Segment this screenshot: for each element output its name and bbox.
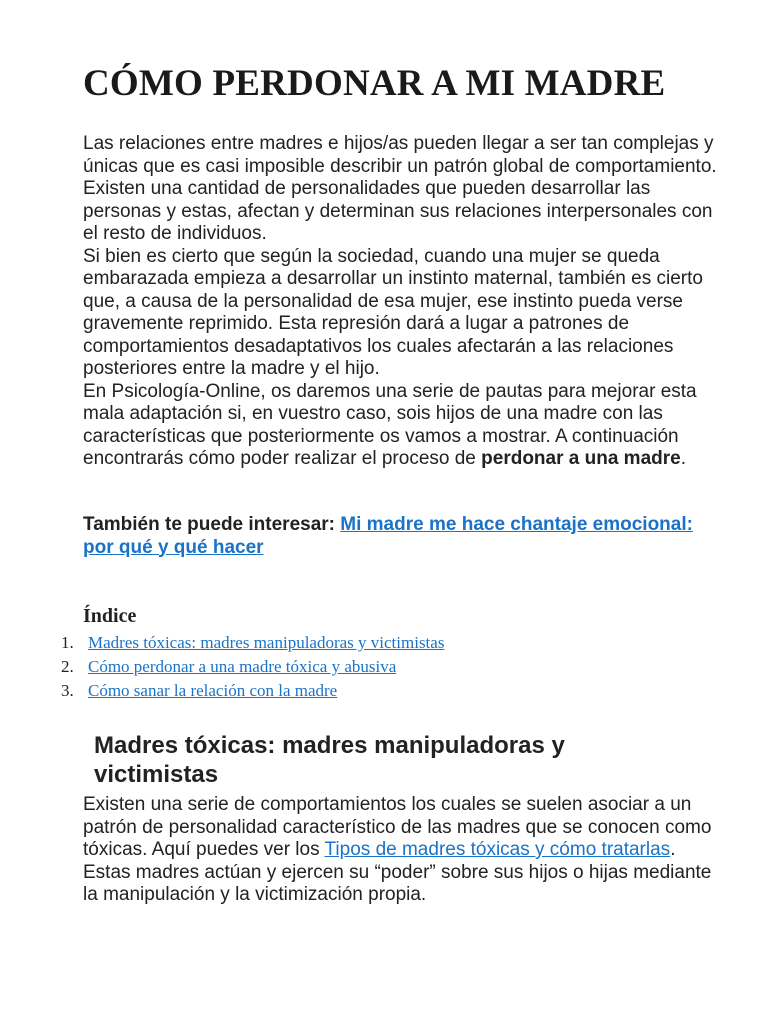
index-list — [61, 631, 445, 703]
index-item-number: 3. — [61, 681, 74, 700]
section-paragraph-1-text: Existen una serie de comportamientos los cuales se suelen asociar a un patrón de personalidad característico de las madres que se conocen como tóxicas. Aquí puedes ver los — [83, 794, 712, 860]
index-item — [61, 631, 445, 655]
index-item-number: 1. — [61, 633, 74, 652]
section-paragraph-2: Estas madres actúan y ejercen su “poder” sobre sus hijos o hijas mediante la manipulación y la victimización propia. — [83, 861, 712, 905]
intro-paragraph-3-text: En Psicología-Online, os daremos una serie de pautas para mejorar esta mala adaptación si, en vuestro caso, sois hijos de una madre con las características que posteriormente os vamos a mostrar. A continuación encontrarás cómo poder realizar el proceso de — [83, 380, 697, 469]
related-label: También te puede interesar: — [83, 514, 341, 535]
related-article — [83, 514, 723, 559]
section-text — [83, 794, 723, 907]
intro-paragraph-3-bold: perdonar a una madre — [481, 448, 681, 469]
intro-paragraph-3 — [83, 381, 723, 471]
section-paragraph-1 — [83, 794, 723, 862]
intro-paragraph-3-end: . — [680, 448, 686, 469]
index-link-como-perdonar[interactable]: Cómo perdonar a una madre tóxica y abusiva — [88, 657, 397, 676]
section-heading: Madres tóxicas: madres manipuladoras y victimistas — [94, 732, 565, 788]
intro-paragraph-2: Si bien es cierto que según la sociedad, cuando una mujer se queda embarazada empieza a desarrollar un instinto maternal, también es cierto que, a causa de la personalidad de esa mujer, ese instinto pueda verse gravemente reprimido. Esta represión dará a lugar a patrones de comportamientos desadaptativos los cuales afectarán a las relaciones posteriores entre la madre y el hijo. — [83, 245, 703, 379]
intro-paragraph-1: Las relaciones entre madres e hijos/as pueden llegar a ser tan complejas y únicas que es casi imposible describir un patrón global de comportamiento. Existen una cantidad de personalidades que pueden desarrollar las personas y estas, afectan y determinan sus relaciones interpersonales con el resto de individuos. — [83, 133, 717, 244]
page-title: CÓMO PERDONAR A MI MADRE — [83, 63, 666, 104]
index-item — [61, 655, 444, 679]
toxic-mothers-types-link[interactable]: Tipos de madres tóxicas y cómo tratarlas — [324, 839, 671, 860]
section-paragraph-1-end: . — [670, 839, 676, 860]
intro-text — [83, 133, 723, 471]
index-link-madres-toxicas[interactable]: Madres tóxicas: madres manipuladoras y victimistas — [88, 633, 445, 652]
index-item-number: 2. — [61, 657, 74, 676]
index-link-como-sanar[interactable]: Cómo sanar la relación con la madre — [88, 681, 338, 700]
index-title: Índice — [83, 605, 137, 627]
related-article-link[interactable]: Mi madre me hace chantaje emocional: por qué y qué hacer — [83, 514, 693, 558]
index-item — [61, 679, 444, 703]
